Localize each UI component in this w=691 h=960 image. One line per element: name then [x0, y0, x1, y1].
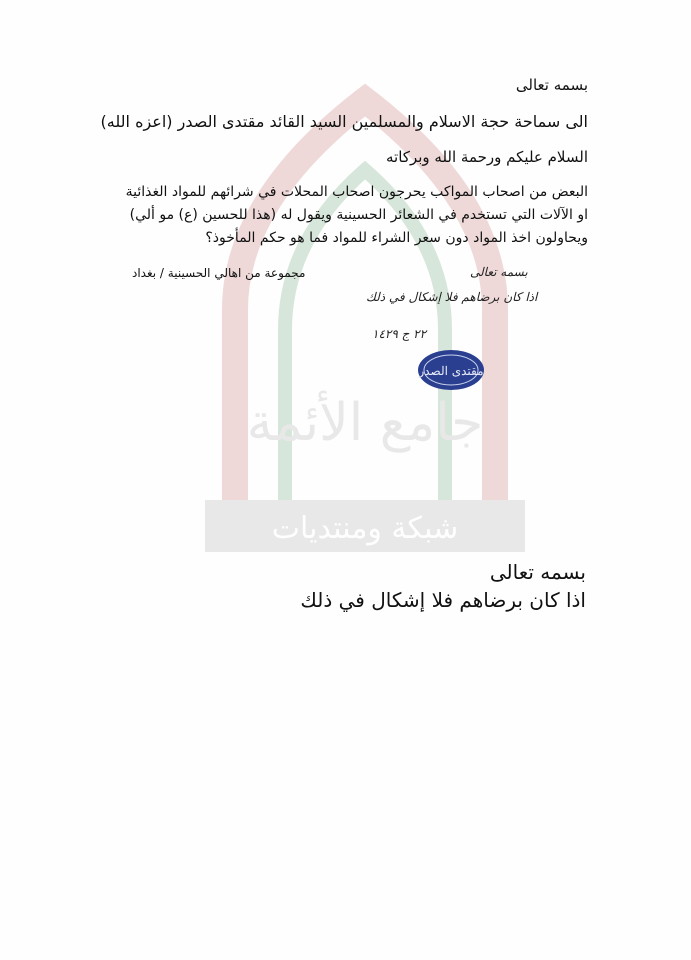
handwritten-greeting: بسمه تعالى — [470, 265, 528, 279]
letter-addressee: الى سماحة حجة الاسلام والمسلمين السيد القائد مقتدى الصدر (اعزه الله) — [100, 112, 588, 131]
watermark-logo — [175, 60, 555, 560]
letter-greeting: بسمه تعالى — [515, 76, 588, 94]
watermark-title: جامع الأئمة — [246, 393, 484, 453]
question-line: البعض من اصحاب المواكب يحرجون اصحاب المحلات في شرائهم للمواد الغذائية — [125, 184, 588, 200]
typed-answer-greeting: بسمه تعالى — [489, 560, 586, 584]
question-line: ويحاولون اخذ المواد دون سعر الشراء للمواد فما هو حكم المأخوذ؟ — [205, 230, 588, 246]
letter-sender: مجموعة من اهالي الحسينية / بغداد — [132, 266, 306, 280]
watermark-subtitle: شبكة ومنتديات — [271, 511, 459, 546]
seal-text: مقتدى الصدر — [418, 364, 484, 378]
seal-stamp — [416, 348, 486, 392]
question-line: او الآلات التي تستخدم في الشعائر الحسينية ويقول له (هذا للحسين (ع) مو ألي) — [129, 207, 588, 223]
letter-salutation: السلام عليكم ورحمة الله وبركاته — [386, 148, 588, 166]
handwritten-date: ٢٢ ج ١٤٢٩ — [372, 327, 427, 341]
handwritten-answer: اذا كان برضاهم فلا إشكال في ذلك — [366, 290, 538, 304]
typed-answer: اذا كان برضاهم فلا إشكال في ذلك — [300, 588, 586, 612]
